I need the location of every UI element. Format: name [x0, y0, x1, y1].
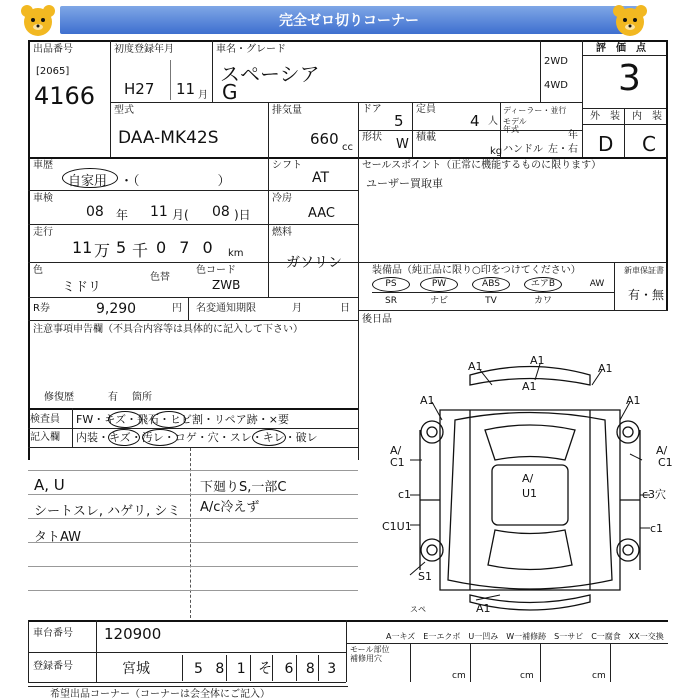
entry-circle-stain — [142, 429, 178, 446]
car-damage-diagram — [380, 350, 680, 620]
entry-circle-wear — [252, 429, 286, 446]
after-day-label: 後日品 — [362, 314, 392, 325]
mileage-man-value: 11 — [72, 238, 93, 257]
mileage-rest-value: 0 7 0 — [156, 238, 217, 257]
interior-grade-value: C — [642, 132, 656, 156]
name-change-month: 月 — [292, 303, 302, 314]
mark-au1-b: U1 — [522, 487, 538, 500]
displacement-value: 660 — [310, 130, 339, 148]
hand-note-left-1: A, U — [34, 476, 65, 494]
inspection-label: 車検 — [33, 193, 53, 204]
ac-label: 冷房 — [272, 193, 292, 204]
history-label: 車歴 — [33, 160, 53, 171]
lot-sub-value: [2065] — [36, 66, 70, 77]
insp-month-value: 11 — [150, 204, 168, 220]
year-unit: 年 — [568, 130, 578, 141]
capacity-label: 定員 — [416, 104, 436, 115]
fuel-label: 燃料 — [272, 227, 292, 238]
reg-month-value: 11 — [176, 80, 196, 98]
entry-circle-scratch — [108, 429, 140, 446]
mark-au1-a: A/ — [522, 472, 534, 485]
repair-place-label: 箇所 — [132, 392, 152, 403]
mark-c1u1: C1U1 — [382, 520, 412, 533]
interior-label: 内 装 — [632, 111, 662, 122]
doors-label: ドア — [362, 104, 382, 115]
history-value: 自家用 — [68, 174, 108, 189]
car-name-label: 車名・グレード — [216, 44, 286, 55]
chassis-no-label: 車台番号 — [33, 628, 73, 639]
equip-pw: PW — [431, 279, 447, 289]
ac-value: AAC — [308, 206, 335, 221]
cc-unit: cc — [342, 142, 353, 153]
equip-airbag: エアB — [530, 279, 556, 289]
cm-unit-3: cm — [592, 671, 606, 681]
r-ticket-value: 9,290 — [96, 301, 137, 317]
equip-ps-circle — [372, 277, 410, 292]
repair-history-label: 修復歴 — [44, 392, 74, 403]
hand-note-left-3: タトAW — [34, 530, 82, 545]
mileage-sen-unit: 千 — [132, 241, 149, 260]
handle-label: ハンドル — [503, 144, 543, 155]
2wd-label: 2WD — [544, 56, 568, 67]
equip-abs-circle — [472, 277, 510, 292]
shift-value: AT — [312, 170, 330, 186]
warranty-value: 有・無 — [628, 288, 665, 302]
left-right-label: 左・右 — [548, 144, 578, 155]
color-code-label: 色コード — [196, 265, 236, 276]
grade-value: G — [222, 80, 238, 104]
chassis-no-value: 120900 — [104, 625, 162, 643]
model-year-label: モデル 年式 — [503, 117, 527, 134]
legend: A一キズ E一エクボ U一凹み W一補修跡 S一サビ C一腐食 XX一交換 — [386, 632, 664, 641]
cm-unit-1: cm — [452, 671, 466, 681]
mark-ac1-left-b: C1 — [390, 456, 405, 469]
kg-unit: kg — [490, 146, 503, 157]
equipment-label: 装備品（純正品に限り○印をつけてください） — [372, 265, 581, 276]
equip-ps: PS — [385, 279, 397, 289]
doors-value: 5 — [394, 112, 404, 130]
equip-sr: SR — [385, 296, 397, 306]
molding-label: モール部位 補修用穴 — [350, 645, 390, 663]
mileage-man-unit: 万 — [94, 241, 111, 260]
mascot-bear-icon-left — [18, 2, 58, 38]
insp-year-value: 08 — [86, 204, 104, 220]
mark-a1-hood: A1 — [522, 380, 537, 393]
inspector-label: 検査員 — [30, 414, 60, 425]
reg-place-value: 宮城 — [122, 661, 150, 677]
inspector-circle-scratch — [108, 411, 142, 428]
score-value: 3 — [618, 58, 641, 99]
mark-a1-right: A1 — [626, 394, 641, 407]
era-year-value: H27 — [124, 80, 155, 98]
repair-has-label: 有 — [108, 392, 118, 403]
cm-unit-2: cm — [520, 671, 534, 681]
mark-c1-right: c1 — [650, 522, 664, 535]
mark-spare: スペ — [410, 605, 426, 614]
equip-abs: ABS — [482, 279, 500, 289]
equip-tv: TV — [485, 296, 497, 306]
exterior-label: 外 装 — [590, 111, 620, 122]
insp-day-unit: )日 — [234, 208, 251, 222]
color-value: ミドリ — [62, 280, 102, 295]
reg-digits-value: 5 8 1 そ 6 8 3 — [194, 661, 337, 677]
model-label: 型式 — [114, 105, 134, 116]
mark-c1-left: c1 — [398, 488, 412, 501]
inspector-row: FW・キズ・飛石・ヒビ割・リペア跡・×要 — [76, 413, 289, 426]
mark-ac1-right-b: C1 — [658, 456, 673, 469]
km-unit: km — [228, 248, 244, 259]
month-unit: 月 — [198, 90, 208, 101]
insp-year-unit: 年 — [116, 208, 129, 222]
fuel-value: ガソリン — [286, 255, 342, 271]
history-extra: ・（ ） — [120, 174, 231, 189]
mark-a1-front-left: A1 — [468, 360, 483, 373]
mark-a1-front: A1 — [530, 354, 545, 367]
shape-value: W — [396, 137, 409, 152]
name-change-day: 日 — [340, 303, 350, 314]
mark-ac1-right: A/ — [656, 444, 668, 457]
capacity-unit: 人 — [488, 116, 498, 127]
displacement-label: 排気量 — [272, 105, 302, 116]
bottom-corner-label: 希望出品コーナー（コーナーは会全体にご記入） — [50, 689, 270, 700]
shift-label: シフト — [272, 160, 302, 171]
shape-label: 形状 — [362, 132, 382, 143]
equip-aw: AW — [589, 279, 605, 289]
equip-leather: カワ — [533, 296, 552, 306]
equip-pw-circle — [420, 277, 458, 292]
color-label: 色 — [33, 265, 43, 276]
notes-label: 注意事項申告欄（不具合内容等は具体的に記入して下さい） — [33, 324, 303, 335]
inspector-circle-chip — [152, 411, 186, 428]
mark-ac1-left: A/ — [390, 444, 402, 457]
r-ticket-yen: 円 — [172, 303, 182, 314]
model-code-value: DAA-MK42S — [118, 128, 219, 148]
score-label: 評 価 点 — [596, 43, 646, 54]
load-label: 積載 — [416, 132, 436, 143]
mark-s1: S1 — [418, 570, 432, 583]
reg-no-label: 登録番号 — [33, 661, 73, 672]
banner-title: 完全ゼロ切りコーナー — [60, 6, 638, 34]
mark-c3-hole: c3穴 — [642, 488, 667, 501]
sales-points-label: セールスポイント（正常に機能するものに限ります） — [362, 160, 602, 171]
equip-navi: ナビ — [429, 296, 448, 306]
lot-no-label: 出品番号 — [33, 44, 73, 55]
insp-day-value: 08 — [212, 204, 230, 220]
entry-label: 記入欄 — [30, 432, 60, 443]
color-code-value: ZWB — [212, 278, 241, 292]
mascot-bear-icon-right — [610, 2, 650, 38]
hand-note-left-2: シートスレ, ハゲリ, シミ — [34, 504, 181, 519]
insp-month-unit: 月( — [172, 208, 189, 222]
capacity-value: 4 — [470, 112, 480, 130]
mileage-sen-value: 5 — [116, 238, 127, 257]
mark-a1-rear: A1 — [476, 602, 491, 615]
r-ticket-label: R券 — [33, 303, 50, 314]
exterior-grade-value: D — [598, 132, 614, 156]
warranty-label: 新車保証書 — [624, 266, 664, 275]
mark-a1-left: A1 — [420, 394, 435, 407]
4wd-label: 4WD — [544, 80, 568, 91]
sales-point-value: ユーザー買取車 — [366, 177, 443, 190]
name-change-label: 名変通知期限 — [196, 303, 256, 314]
hand-note-right-2: A/c冷えず — [200, 500, 260, 515]
hand-note-right-1: 下廻りS,一部C — [200, 480, 287, 495]
dealer-label: ディーラー・並行 — [503, 106, 567, 115]
first-reg-label: 初度登録年月 — [114, 44, 174, 55]
mileage-label: 走行 — [33, 227, 53, 238]
equip-airbag-circle — [524, 277, 562, 292]
entry-row: 内装・キズ・汚レ・コゲ・穴・スレ・キレ・破レ — [76, 431, 318, 444]
car-name-value: スペーシア — [220, 62, 320, 86]
mark-a1-front-right: A1 — [598, 362, 613, 375]
lot-no-value: 4166 — [34, 82, 96, 110]
color-change-label: 色替 — [150, 272, 170, 283]
